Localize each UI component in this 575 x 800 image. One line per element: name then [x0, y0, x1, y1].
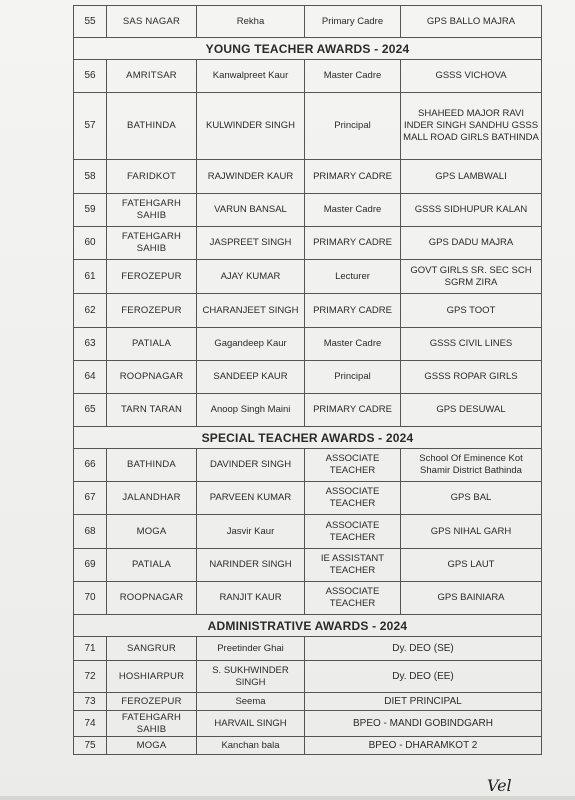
cell-serial-number: 74 — [74, 711, 107, 737]
cell-name: KULWINDER SINGH — [197, 93, 305, 160]
cell-district: SAS NAGAR — [107, 6, 197, 38]
cell-name: AJAY KUMAR — [197, 260, 305, 294]
cell-school: GPS BAINIARA — [401, 582, 542, 615]
table-row — [74, 582, 542, 615]
cell-cadre: ASSOCIATE TEACHER — [305, 515, 401, 549]
cell-serial-number: 75 — [74, 737, 107, 755]
cell-name: NARINDER SINGH — [197, 549, 305, 582]
cell-school: GSSS ROPAR GIRLS — [401, 361, 542, 394]
cell-district: FATEHGARH SAHIB — [107, 711, 197, 737]
table-row — [74, 394, 542, 427]
cell-serial-number: 61 — [74, 260, 107, 294]
cell-cadre: PRIMARY CADRE — [305, 294, 401, 328]
cell-school: GSSS VICHOVA — [401, 60, 542, 93]
section-heading-row — [74, 427, 542, 449]
table-row — [74, 160, 542, 194]
cell-cadre: Primary Cadre — [305, 6, 401, 38]
awards-table-body — [74, 6, 542, 755]
cell-district: ROOPNAGAR — [107, 361, 197, 394]
cell-district: FEROZEPUR — [107, 260, 197, 294]
page-bottom-edge — [0, 796, 575, 800]
cell-post: BPEO - MANDI GOBINDGARH — [305, 711, 542, 737]
cell-serial-number: 58 — [74, 160, 107, 194]
cell-school: School Of Eminence Kot Shamir District Bathinda — [401, 449, 542, 482]
table-row — [74, 194, 542, 227]
cell-name: Kanchan bala — [197, 737, 305, 755]
cell-district: FATEHGARH SAHIB — [107, 194, 197, 227]
signature: Vel — [487, 776, 512, 795]
cell-name: Anoop Singh Maini — [197, 394, 305, 427]
cell-serial-number: 71 — [74, 637, 107, 661]
cell-cadre: Master Cadre — [305, 60, 401, 93]
cell-serial-number: 70 — [74, 582, 107, 615]
cell-name: JASPREET SINGH — [197, 227, 305, 260]
cell-district: TARN TARAN — [107, 394, 197, 427]
cell-district: BATHINDA — [107, 449, 197, 482]
table-row — [74, 294, 542, 328]
cell-post: Dy. DEO (SE) — [305, 637, 542, 661]
cell-district: AMRITSAR — [107, 60, 197, 93]
table-row — [74, 737, 542, 755]
cell-district: FARIDKOT — [107, 160, 197, 194]
table-row — [74, 637, 542, 661]
cell-serial-number: 68 — [74, 515, 107, 549]
cell-name: CHARANJEET SINGH — [197, 294, 305, 328]
cell-district: FEROZEPUR — [107, 693, 197, 711]
table-row — [74, 693, 542, 711]
cell-school: SHAHEED MAJOR RAVI INDER SINGH SANDHU GSSS MALL ROAD GIRLS BATHINDA — [401, 93, 542, 160]
cell-school: GPS LAUT — [401, 549, 542, 582]
awards-table — [73, 5, 542, 755]
section-heading-row — [74, 38, 542, 60]
table-row — [74, 711, 542, 737]
cell-serial-number: 56 — [74, 60, 107, 93]
cell-serial-number: 66 — [74, 449, 107, 482]
cell-school: GPS BALLO MAJRA — [401, 6, 542, 38]
section-heading-row — [74, 615, 542, 637]
cell-school: GPS DESUWAL — [401, 394, 542, 427]
cell-serial-number: 65 — [74, 394, 107, 427]
cell-school: GSSS CIVIL LINES — [401, 328, 542, 361]
cell-cadre: Master Cadre — [305, 328, 401, 361]
cell-cadre: PRIMARY CADRE — [305, 160, 401, 194]
cell-district: ROOPNAGAR — [107, 582, 197, 615]
cell-district: SANGRUR — [107, 637, 197, 661]
table-row — [74, 328, 542, 361]
cell-serial-number: 72 — [74, 661, 107, 693]
cell-school: GPS BAL — [401, 482, 542, 515]
cell-school: GOVT GIRLS SR. SEC SCH SGRM ZIRA — [401, 260, 542, 294]
cell-name: Preetinder Ghai — [197, 637, 305, 661]
cell-name: VARUN BANSAL — [197, 194, 305, 227]
cell-name: Kanwalpreet Kaur — [197, 60, 305, 93]
table-row — [74, 661, 542, 693]
cell-serial-number: 69 — [74, 549, 107, 582]
table-row — [74, 6, 542, 38]
cell-district: JALANDHAR — [107, 482, 197, 515]
cell-cadre: Principal — [305, 93, 401, 160]
cell-name: HARVAIL SINGH — [197, 711, 305, 737]
cell-school: GPS DADU MAJRA — [401, 227, 542, 260]
cell-name: Jasvir Kaur — [197, 515, 305, 549]
cell-school: GPS TOOT — [401, 294, 542, 328]
cell-district: HOSHIARPUR — [107, 661, 197, 693]
table-row — [74, 227, 542, 260]
cell-district: PATIALA — [107, 328, 197, 361]
cell-post: BPEO - DHARAMKOT 2 — [305, 737, 542, 755]
cell-district: FATEHGARH SAHIB — [107, 227, 197, 260]
table-row — [74, 549, 542, 582]
table-row — [74, 93, 542, 160]
table-row — [74, 449, 542, 482]
cell-cadre: Principal — [305, 361, 401, 394]
cell-serial-number: 67 — [74, 482, 107, 515]
section-heading: YOUNG TEACHER AWARDS - 2024 — [74, 38, 542, 60]
cell-district: MOGA — [107, 515, 197, 549]
table-row — [74, 60, 542, 93]
cell-school: GPS NIHAL GARH — [401, 515, 542, 549]
table-row — [74, 361, 542, 394]
cell-serial-number: 73 — [74, 693, 107, 711]
cell-name: RANJIT KAUR — [197, 582, 305, 615]
table-row — [74, 482, 542, 515]
cell-school: GPS LAMBWALI — [401, 160, 542, 194]
cell-serial-number: 64 — [74, 361, 107, 394]
cell-district: PATIALA — [107, 549, 197, 582]
cell-district: MOGA — [107, 737, 197, 755]
cell-serial-number: 57 — [74, 93, 107, 160]
table-row — [74, 515, 542, 549]
cell-serial-number: 63 — [74, 328, 107, 361]
cell-cadre: ASSOCIATE TEACHER — [305, 582, 401, 615]
cell-cadre: ASSOCIATE TEACHER — [305, 482, 401, 515]
cell-cadre: PRIMARY CADRE — [305, 227, 401, 260]
cell-cadre: IE ASSISTANT TEACHER — [305, 549, 401, 582]
cell-name: SANDEEP KAUR — [197, 361, 305, 394]
cell-serial-number: 62 — [74, 294, 107, 328]
section-heading: SPECIAL TEACHER AWARDS - 2024 — [74, 427, 542, 449]
cell-name: Rekha — [197, 6, 305, 38]
cell-post: Dy. DEO (EE) — [305, 661, 542, 693]
cell-serial-number: 60 — [74, 227, 107, 260]
cell-serial-number: 59 — [74, 194, 107, 227]
cell-name: DAVINDER SINGH — [197, 449, 305, 482]
cell-name: Gagandeep Kaur — [197, 328, 305, 361]
cell-cadre: Master Cadre — [305, 194, 401, 227]
cell-district: FEROZEPUR — [107, 294, 197, 328]
cell-name: S. SUKHWINDER SINGH — [197, 661, 305, 693]
cell-name: RAJWINDER KAUR — [197, 160, 305, 194]
cell-name: Seema — [197, 693, 305, 711]
cell-post: DIET PRINCIPAL — [305, 693, 542, 711]
cell-cadre: Lecturer — [305, 260, 401, 294]
section-heading: ADMINISTRATIVE AWARDS - 2024 — [74, 615, 542, 637]
cell-school: GSSS SIDHUPUR KALAN — [401, 194, 542, 227]
table-row — [74, 260, 542, 294]
cell-name: PARVEEN KUMAR — [197, 482, 305, 515]
cell-serial-number: 55 — [74, 6, 107, 38]
cell-district: BATHINDA — [107, 93, 197, 160]
cell-cadre: PRIMARY CADRE — [305, 394, 401, 427]
cell-cadre: ASSOCIATE TEACHER — [305, 449, 401, 482]
